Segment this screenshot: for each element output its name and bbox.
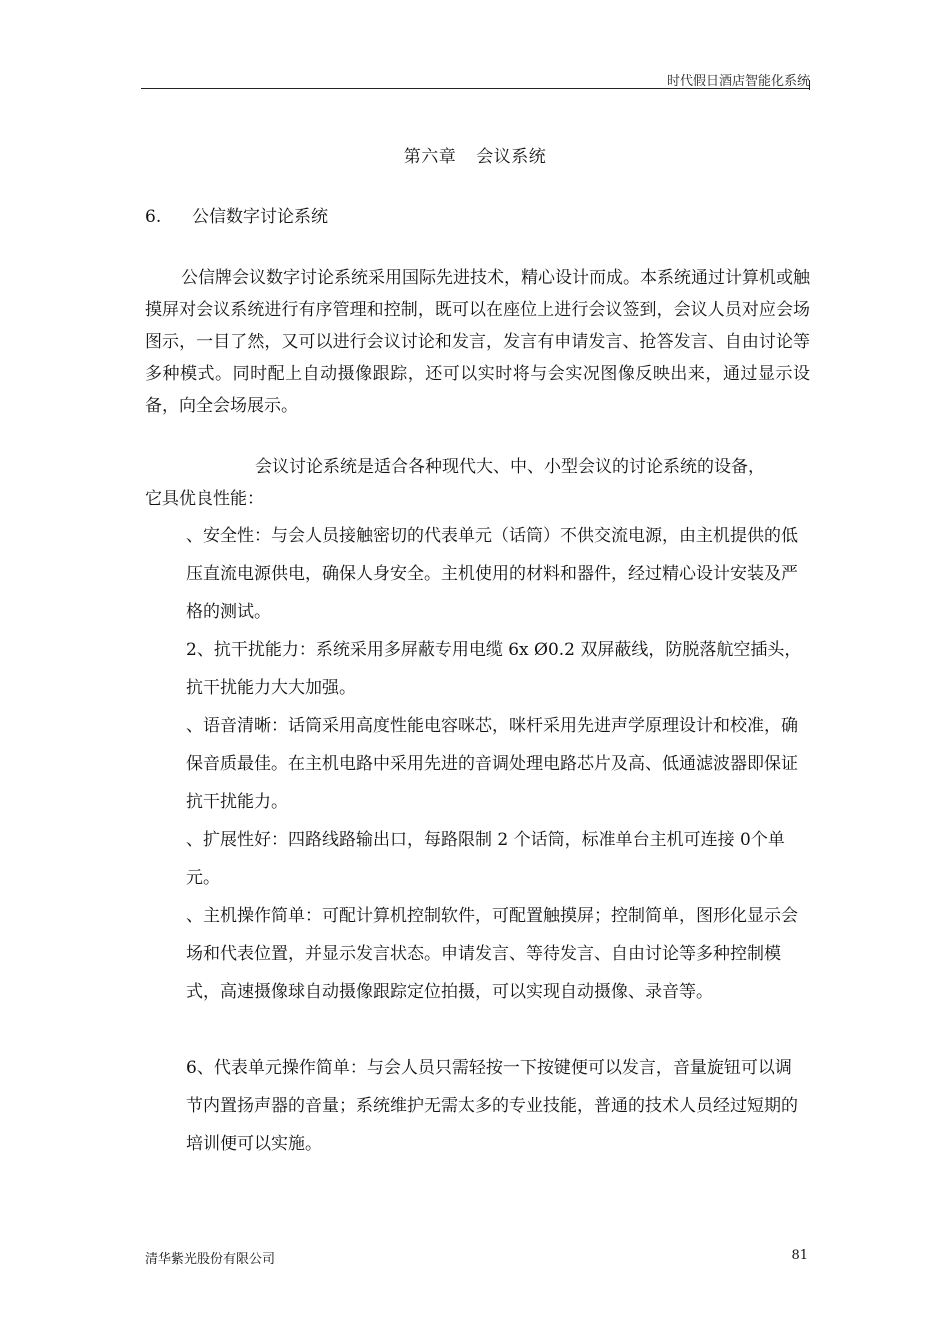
performance-paragraph: [145, 451, 810, 515]
header-rule: [141, 88, 810, 89]
footer-company: 清华紫光股份有限公司: [145, 1252, 276, 1267]
running-header-title: 时代假日酒店智能化系统: [666, 74, 810, 89]
feature-item-anti-interference: 2、抗干扰能力：系统采用多屏蔽专用电缆 6x Ø0.2 双屏蔽线，防脱落航空插头，抗干扰能力大大加强。: [186, 640, 802, 698]
chapter-number: 第六章: [403, 147, 457, 167]
chapter-name: 会议系统: [476, 147, 547, 167]
performance-line-1: 会议讨论系统是适合各种现代大、中、小型会议的讨论系统的设备，: [255, 457, 765, 477]
intro-paragraph: 公信牌会议数字讨论系统采用国际先进技术，精心设计而成。本系统通过计算机或触摸屏对会议系统进行有序管理和控制，既可以在座位上进行会议签到，会议人员对应会场图示，一目了然，又可以进行会议讨论和发言，发言有申请发言、抢答发言、自由讨论等多种模式。同时配上自动摄像跟踪，还可以实时将与会实况图像反映出来，通过显示设备，向全会场展示。: [145, 268, 810, 416]
feature-item-expandability: 、扩展性好：四路线路输出口，每路限制 2 个话筒，标准单台主机可连接 0个单元。: [186, 830, 785, 888]
feature-item-delegate-unit: 6、代表单元操作简单：与会人员只需轻按一下按键便可以发言，音量旋钮可以调节内置扬声器的音量；系统维护无需太多的专业技能，普通的技术人员经过短期的培训便可以实施。: [186, 1058, 798, 1154]
feature-item-host-operation: 、主机操作简单：可配计算机控制软件，可配置触摸屏；控制简单，图形化显示会场和代表位置，并显示发言状态。申请发言、等待发言、自由讨论等多种控制模式，高速摄像球自动摄像跟踪定位拍摄，可以实现自动摄像、录音等。: [186, 906, 798, 1002]
feature-item-safety: 、安全性：与会人员接触密切的代表单元（话筒）不供交流电源，由主机提供的低压直流电源供电，确保人身安全。主机使用的材料和器件，经过精心设计安装及严格的测试。: [186, 526, 798, 622]
chapter-title: [0, 142, 950, 167]
feature-item-voice-clarity: 、语音清晰：话筒采用高度性能电容咪芯，咪杆采用先进声学原理设计和校准，确保音质最佳。在主机电路中采用先进的音调处理电路芯片及高、低通滤波器即保证抗干扰能力。: [186, 716, 798, 812]
section-title: 公信数字讨论系统: [192, 207, 328, 227]
performance-line-2: 它具优良性能：: [145, 489, 264, 509]
section-number: 6.: [145, 207, 162, 227]
header-rule-tick: [809, 80, 810, 90]
section-heading: [145, 202, 328, 227]
page-number: 81: [791, 1248, 808, 1263]
